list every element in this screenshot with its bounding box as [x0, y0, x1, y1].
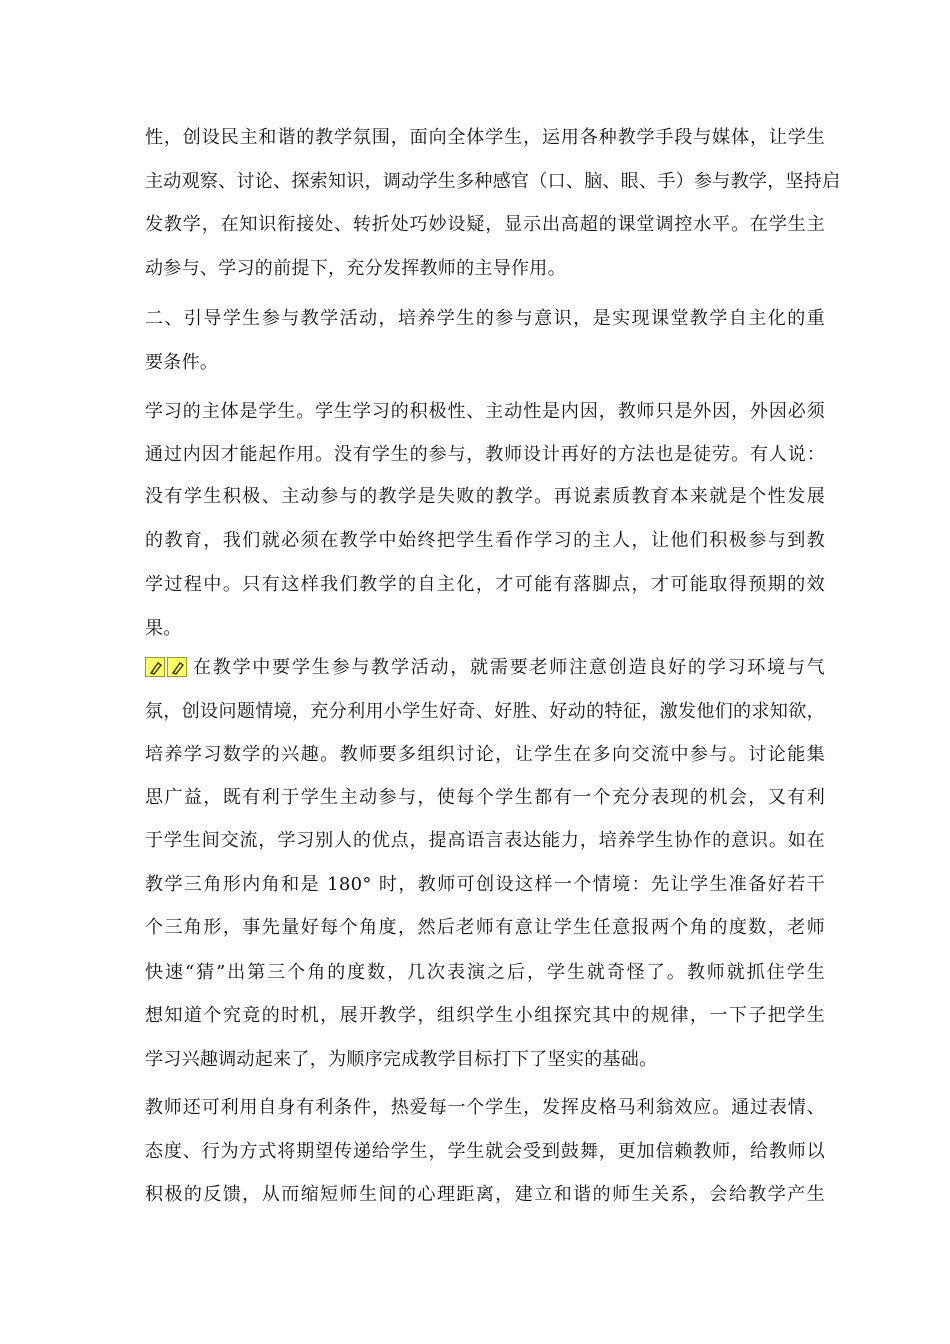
text-line: 的教育，我们就必须在教学中始终把学生看作学习的主人，让他们积极参与到教 — [145, 530, 825, 551]
text-line: 学习的主体是学生。学生学习的积极性、主动性是内因，教师只是外因，外因必须 — [145, 401, 825, 422]
edit-marker-icon — [145, 657, 165, 677]
text-line: 在教学中要学生参与教学活动，就需要老师注意创造良好的学习环境与气 — [193, 657, 825, 678]
text-line: 果。 — [145, 618, 182, 639]
text-line: 想知道个究竟的时机，展开教学，组织学生小组探究其中的规律，一下子把学生 — [145, 1005, 825, 1026]
text-line: 性，创设民主和谐的教学氛围，面向全体学生，运用各种教学手段与媒体，让学生 — [145, 127, 825, 148]
text-line: 态度、行为方式将期望传递给学生，学生就会受到鼓舞，更加信赖教师，给教师以 — [145, 1141, 825, 1162]
section-heading-line: 要条件。 — [145, 352, 219, 373]
text-line: 主动观察、讨论、探索知识，调动学生多种感官（口、脑、眼、手）参与教学，坚持启 — [145, 171, 841, 192]
text-line: 于学生间交流，学习别人的优点，提高语言表达能力，培养学生协作的意识。如在 — [145, 830, 825, 851]
text-line: 学习兴趣调动起来了，为顺序完成教学目标打下了坚实的基础。 — [145, 1049, 658, 1070]
text-line: 思广益，既有利于学生主动参与，使每个学生都有一个充分表现的机会，又有利 — [145, 787, 825, 808]
text-line: 快速“猜”出第三个角的度数，几次表演之后，学生就奇怪了。教师就抓住学生 — [145, 962, 825, 983]
edit-markers — [145, 657, 191, 677]
text-line: 教学三角形内角和是 180° 时，教师可创设这样一个情境：先让学生准备好若干 — [145, 874, 825, 895]
edit-marker-icon — [167, 657, 187, 677]
text-line: 积极的反馈，从而缩短师生间的心理距离，建立和谐的师生关系，会给教学产生 — [145, 1184, 825, 1205]
text-line: 通过内因才能起作用。没有学生的参与，教师设计再好的方法也是徒劳。有人说： — [145, 444, 825, 465]
text-line: 动参与、学习的前提下，充分发挥教师的主导作用。 — [145, 258, 566, 279]
text-line: 培养学习数学的兴趣。教师要多组织讨论，让学生在多向交流中参与。讨论能集 — [145, 744, 825, 765]
text-line: 学过程中。只有这样我们教学的自主化，才可能有落脚点，才可能取得预期的效 — [145, 574, 825, 595]
section-heading-line: 二、引导学生参与教学活动，培养学生的参与意识，是实现课堂教学自主化的重 — [145, 308, 825, 329]
text-line: 氛，创设问题情境，充分利用小学生好奇、好胜、好动的特征，激发他们的求知欲， — [145, 701, 825, 722]
text-line: 教师还可利用自身有利条件，热爱每一个学生，发挥皮格马利翁效应。通过表情、 — [145, 1097, 825, 1118]
text-line: 没有学生积极、主动参与的教学是失败的教学。再说素质教育本来就是个性发展 — [145, 486, 825, 507]
text-line: 发教学，在知识衔接处、转折处巧妙设疑，显示出高超的课堂调控水平。在学生主 — [145, 214, 825, 235]
text-line: 个三角形，事先量好每个角度，然后老师有意让学生任意报两个角的度数，老师 — [145, 917, 825, 938]
